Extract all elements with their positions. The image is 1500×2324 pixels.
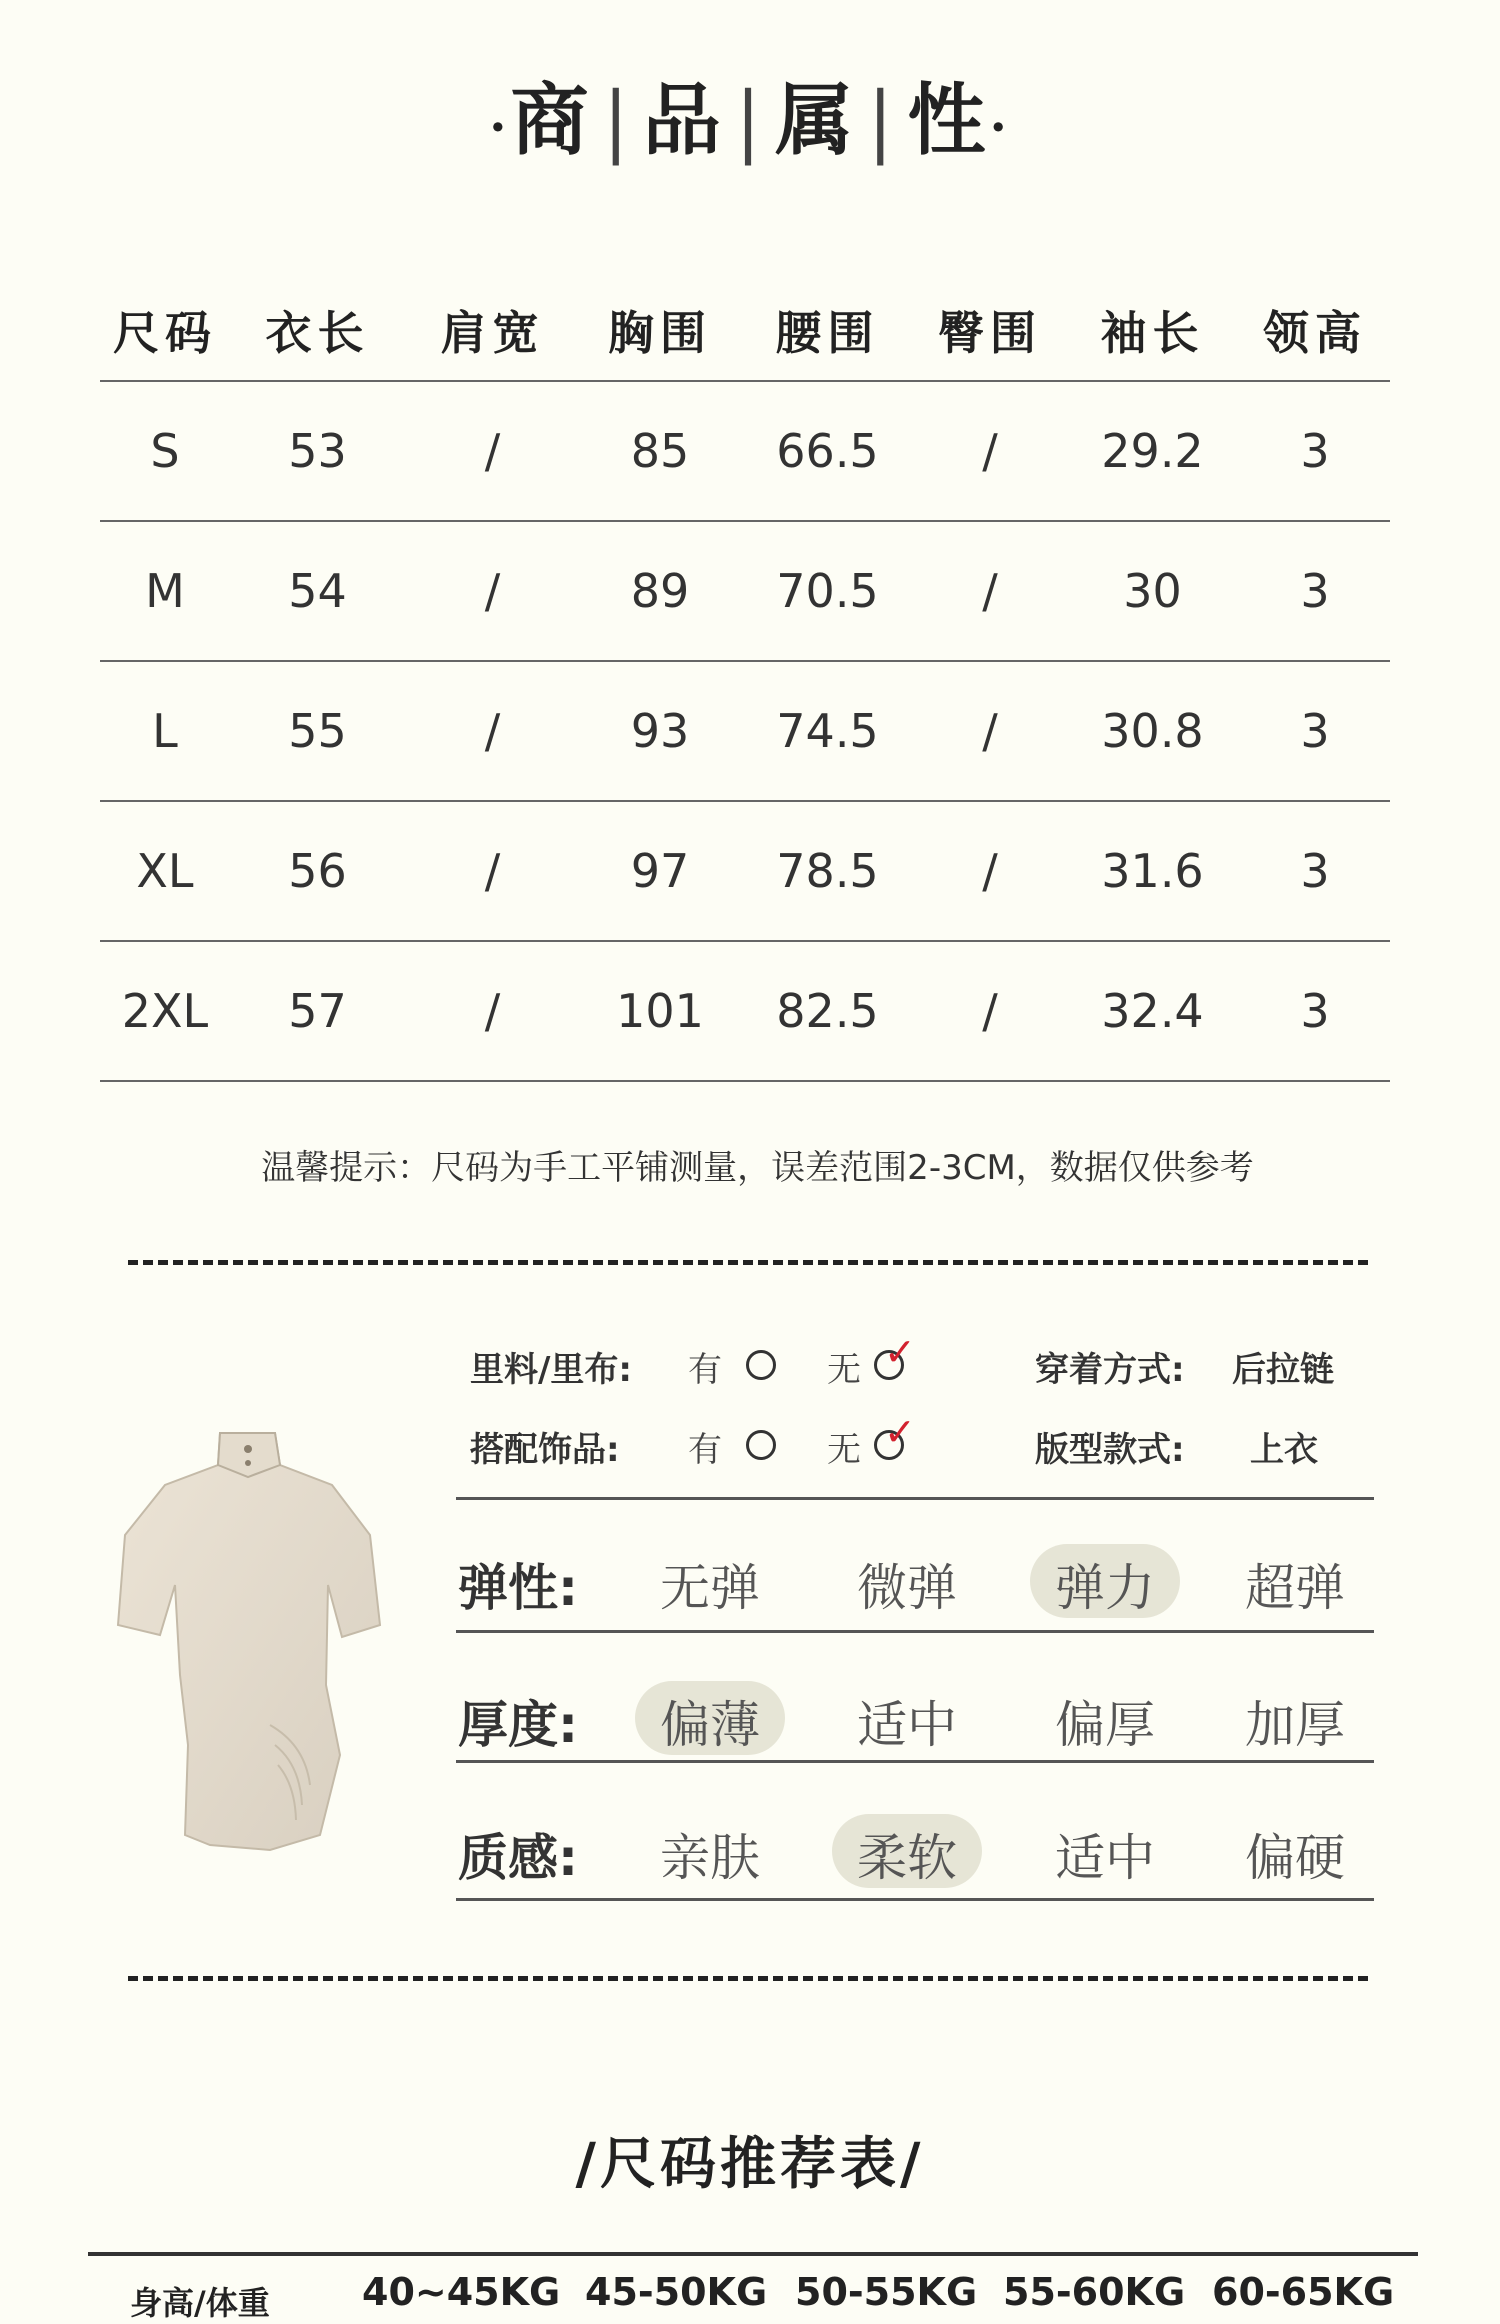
header-cell: 衣长 (265, 306, 370, 360)
radio-empty-icon (746, 1350, 776, 1380)
table-cell: / (982, 564, 998, 618)
recommend-header-cell: 60-65KG (1212, 2270, 1395, 2314)
table-cell: 93 (630, 704, 690, 758)
table-cell: 70.5 (776, 564, 879, 618)
texture-option: 偏硬 (1245, 1829, 1345, 1887)
table-cell: 66.5 (776, 424, 879, 478)
recommend-header-cell: 40~45KG (362, 2270, 561, 2314)
table-cell: / (484, 984, 501, 1038)
table-cell: 54 (288, 564, 347, 618)
title-char: 性 (907, 75, 990, 166)
title-separator: | (734, 76, 766, 166)
lining-no-label: 无 (827, 1350, 861, 1390)
elasticity-option: 微弹 (857, 1559, 957, 1617)
title-char: 属 (775, 75, 858, 166)
table-cell: 53 (288, 424, 347, 478)
title-char: 品 (642, 75, 725, 166)
check-mark-icon: ✓ (884, 1410, 916, 1454)
header-cell: 袖长 (1100, 306, 1205, 360)
thickness-option: 偏厚 (1055, 1696, 1155, 1754)
table-cell: 56 (288, 844, 347, 898)
measurement-note: 温馨提示：尺码为手工平铺测量，误差范围2-3CM，数据仅供参考 (261, 1148, 1254, 1188)
texture-option-selected: 柔软 (857, 1829, 957, 1887)
header-cell: 领高 (1263, 306, 1367, 360)
recommend-header-cell: 身高/体重 (130, 2284, 270, 2322)
table-cell: / (484, 844, 501, 898)
size-table-header (100, 280, 1390, 380)
header-cell: 肩宽 (440, 306, 545, 360)
thickness-option: 适中 (857, 1696, 957, 1754)
table-cell: 82.5 (776, 984, 879, 1038)
table-cell: 74.5 (776, 704, 879, 758)
thickness-option-selected: 偏薄 (660, 1696, 760, 1754)
texture-option: 适中 (1055, 1829, 1155, 1887)
table-cell: 31.6 (1101, 844, 1204, 898)
shirt-image (70, 1425, 430, 1865)
elasticity-label: 弹性: (458, 1559, 578, 1617)
rating-divider (456, 1630, 1374, 1633)
table-row (100, 940, 1390, 1082)
table-cell: 89 (630, 564, 690, 618)
table-cell: L (152, 704, 178, 758)
dashed-divider (128, 1976, 1368, 1981)
dashed-divider (128, 1260, 1368, 1265)
table-cell: 78.5 (776, 844, 879, 898)
radio-empty-icon (746, 1430, 776, 1460)
header-cell: 臀围 (938, 306, 1042, 360)
title-dot-right: · (989, 97, 1011, 156)
title-separator: | (867, 76, 898, 166)
header-cell: 尺码 (113, 306, 217, 360)
elasticity-option: 超弹 (1245, 1559, 1345, 1617)
check-mark-icon: ✓ (884, 1330, 916, 1374)
table-cell: 2XL (121, 984, 209, 1038)
elasticity-option-selected: 弹力 (1055, 1559, 1155, 1617)
table-cell: / (484, 564, 501, 618)
title-char: 商 (510, 75, 593, 166)
title-separator: | (602, 76, 633, 166)
header-cell: 腰围 (775, 306, 880, 360)
recommend-header-cell: 50-55KG (795, 2270, 978, 2314)
table-cell: 55 (288, 704, 347, 758)
accessory-yes-label: 有 (688, 1430, 722, 1470)
table-cell: M (145, 564, 185, 618)
table-cell: 3 (1300, 984, 1330, 1038)
elasticity-option: 无弹 (660, 1559, 760, 1617)
table-cell: 97 (630, 844, 690, 898)
wear-value: 后拉链 (1232, 1350, 1334, 1390)
texture-option: 亲肤 (660, 1829, 760, 1887)
title-dot-left: · (489, 97, 511, 156)
table-cell: 85 (630, 424, 690, 478)
table-cell: / (982, 844, 998, 898)
header-cell: 胸围 (608, 306, 712, 360)
wear-label: 穿着方式: (1035, 1350, 1185, 1390)
rating-divider (456, 1497, 1374, 1500)
table-cell: / (982, 424, 998, 478)
recommend-divider (88, 2252, 1418, 2256)
table-cell: 3 (1300, 844, 1330, 898)
table-cell: 29.2 (1101, 424, 1204, 478)
table-cell: 32.4 (1101, 984, 1204, 1038)
texture-label: 质感: (458, 1829, 578, 1887)
accessory-no-label: 无 (827, 1430, 861, 1470)
page-title (0, 58, 1500, 170)
table-cell: / (484, 704, 501, 758)
rating-divider (456, 1898, 1374, 1901)
recommend-header-cell: 55-60KG (1003, 2270, 1186, 2314)
table-cell: / (982, 984, 998, 1038)
table-cell: 30.8 (1101, 704, 1204, 758)
accessory-label: 搭配饰品: (470, 1430, 620, 1470)
table-cell: 3 (1300, 704, 1330, 758)
table-cell: / (982, 704, 998, 758)
table-row (100, 520, 1390, 660)
table-cell: / (484, 424, 501, 478)
table-cell: XL (136, 844, 194, 898)
table-cell: 57 (288, 984, 347, 1038)
table-cell: S (150, 424, 180, 478)
recommend-header-cell: 45-50KG (585, 2270, 768, 2314)
rating-divider (456, 1760, 1374, 1763)
thickness-label: 厚度: (458, 1696, 578, 1754)
lining-yes-label: 有 (688, 1350, 722, 1390)
style-label: 版型款式: (1035, 1430, 1185, 1470)
table-cell: 30 (1123, 564, 1182, 618)
table-cell: 3 (1300, 424, 1330, 478)
table-row (100, 380, 1390, 520)
thickness-option: 加厚 (1245, 1696, 1345, 1754)
recommend-title: /尺码推荐表/ (575, 2131, 925, 2197)
style-value: 上衣 (1250, 1430, 1318, 1470)
size-table (100, 280, 1390, 1082)
table-row (100, 800, 1390, 940)
lining-label: 里料/里布: (470, 1350, 633, 1390)
table-cell: 3 (1300, 564, 1330, 618)
table-cell: 101 (616, 984, 704, 1038)
table-row (100, 660, 1390, 800)
